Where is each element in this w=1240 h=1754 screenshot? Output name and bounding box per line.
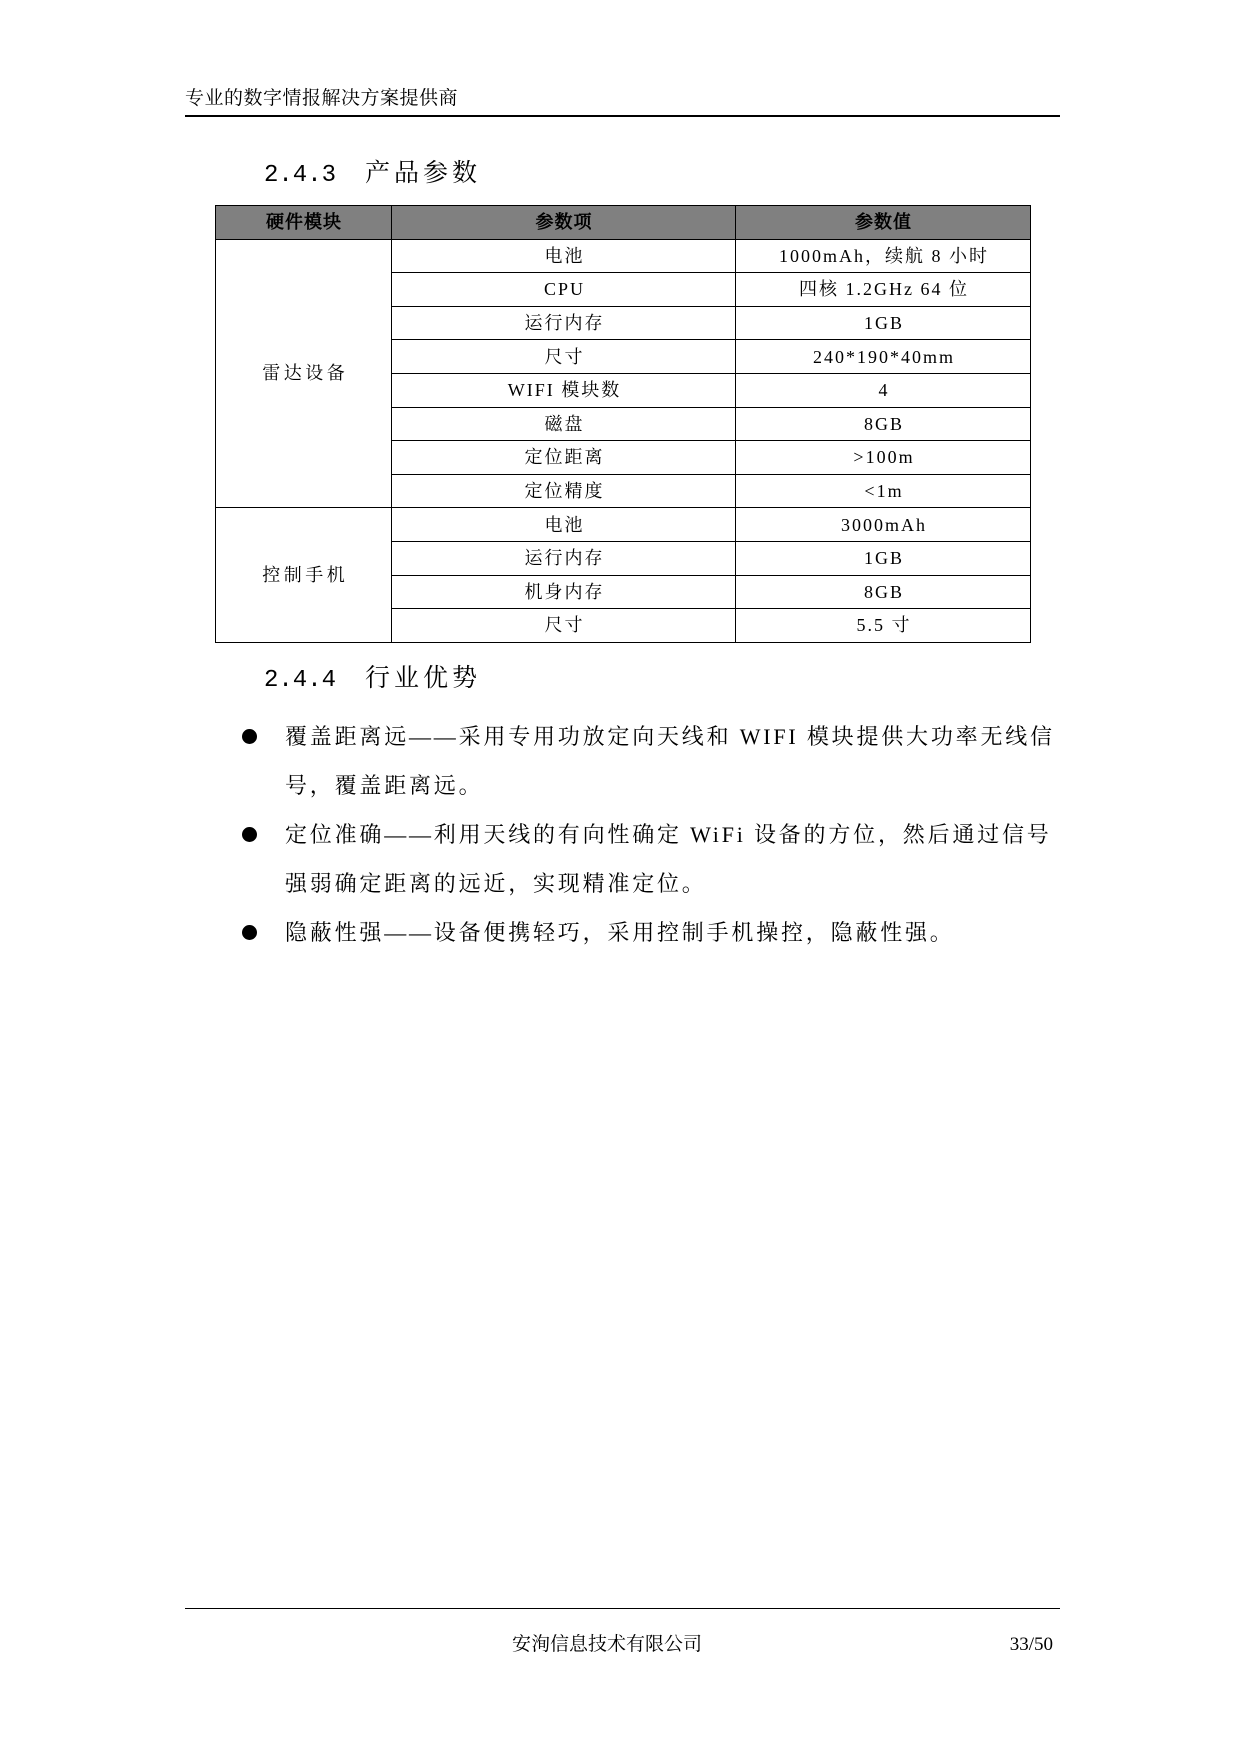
paragraph-line: 覆盖距离远——采用专用功放定向天线和 WIFI 模块提供大功率无线信: [285, 724, 1055, 749]
paragraph-line: 强弱确定距离的远近，实现精准定位。: [285, 871, 707, 896]
section-heading-industry-advantages: [264, 662, 481, 696]
param-value-cell: 8GB: [736, 575, 1031, 609]
param-value-cell: 1000mAh，续航 8 小时: [736, 239, 1031, 273]
param-value-cell: 8GB: [736, 407, 1031, 441]
param-value-cell: 1GB: [736, 306, 1031, 340]
bullet-icon: [242, 925, 257, 940]
footer-company-name: 安洵信息技术有限公司: [512, 1634, 703, 1655]
param-value-cell: 1GB: [736, 541, 1031, 575]
table-row: [216, 508, 1031, 542]
paragraph-line: 定位准确——利用天线的有向性确定 WiFi 设备的方位，然后通过信号: [285, 822, 1052, 847]
param-item-cell: WIFI 模块数: [392, 373, 736, 407]
paragraph-line: 号，覆盖距离远。: [285, 773, 484, 798]
param-item-cell: 磁盘: [392, 407, 736, 441]
header-cell-value: 参数值: [736, 206, 1031, 240]
param-value-cell: 240*190*40mm: [736, 340, 1031, 374]
param-item-cell: 尺寸: [392, 340, 736, 374]
param-item-cell: CPU: [392, 273, 736, 307]
param-value-cell: <1m: [736, 474, 1031, 508]
param-value-cell: 5.5 寸: [736, 609, 1031, 643]
module-cell-radar: 雷达设备: [216, 239, 392, 508]
section-heading-product-params: [264, 157, 481, 191]
param-item-cell: 运行内存: [392, 306, 736, 340]
page-number: 33/50: [1009, 1634, 1053, 1655]
bullet-icon: [242, 729, 257, 744]
footer-rule: [185, 1608, 1060, 1609]
section-number: 2.4.4: [264, 667, 337, 694]
param-item-cell: 尺寸: [392, 609, 736, 643]
param-value-cell: 四核 1.2GHz 64 位: [736, 273, 1031, 307]
param-value-cell: 4: [736, 373, 1031, 407]
param-value-cell: 3000mAh: [736, 508, 1031, 542]
section-title: 产品参数: [365, 160, 482, 187]
param-item-cell: 定位距离: [392, 441, 736, 475]
list-item: [0, 908, 1240, 957]
list-item: [0, 810, 1240, 908]
param-item-cell: 电池: [392, 508, 736, 542]
table-row: [216, 239, 1031, 273]
table-header-row: [216, 206, 1031, 240]
section-title: 行业优势: [365, 665, 482, 692]
product-params-table: [215, 205, 1031, 643]
running-header: 专业的数字情报解决方案提供商: [185, 88, 459, 109]
param-item-cell: 运行内存: [392, 541, 736, 575]
header-rule: [185, 115, 1060, 117]
header-cell-module: 硬件模块: [216, 206, 392, 240]
advantages-list: [0, 712, 1240, 957]
param-item-cell: 机身内存: [392, 575, 736, 609]
bullet-icon: [242, 827, 257, 842]
paragraph-line: 隐蔽性强——设备便携轻巧，采用控制手机操控，隐蔽性强。: [285, 920, 955, 945]
list-item: [0, 712, 1240, 810]
param-value-cell: >100m: [736, 441, 1031, 475]
section-number: 2.4.3: [264, 162, 337, 189]
param-item-cell: 电池: [392, 239, 736, 273]
param-item-cell: 定位精度: [392, 474, 736, 508]
module-cell-phone: 控制手机: [216, 508, 392, 642]
header-cell-item: 参数项: [392, 206, 736, 240]
